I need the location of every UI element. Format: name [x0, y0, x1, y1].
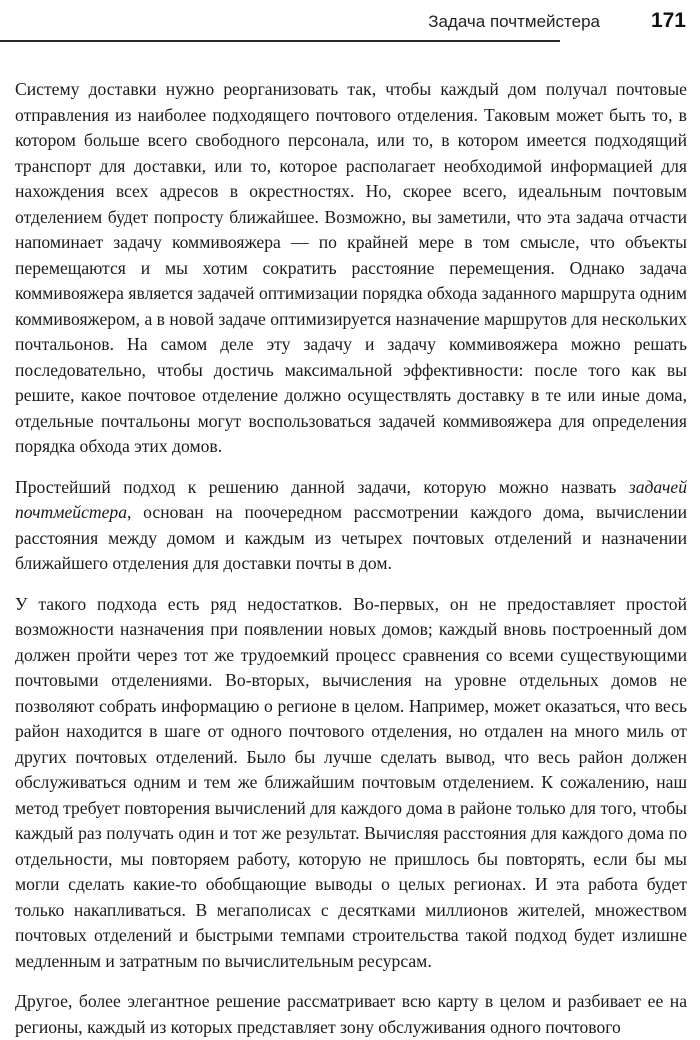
term-postmaster-problem: задачей почтмейстера	[15, 476, 687, 522]
paragraph-3: У такого подхода есть ряд недостатков. Во-первых, он не предоставляет простой возможности назначения при появлении новых домов; каждый вновь построенный дом должен пройти через тот же трудоемкий процесс сравнения со всеми существующими почтовыми отделениями. Во-вторых, вычисления на уровне отдельных домов не позволяют собрать информацию о регионе в целом. Например, может оказаться, что весь район находится в шаге от одного почтового отделения, но отдален на много миль от других почтовых отделений. Было бы лучше сделать вывод, что весь район должен обслуживаться одним и тем же ближайшим почтовым отделением. К сожалению, наш метод требует повторения вычислений для каждого дома в районе только для того, чтобы каждый раз получать один и тот же результат. Вычисляя расстояния для каждого дома по отдельности, мы повторяем работу, которую не пришлось бы повторять, если бы мы могли сделать какие-то обобщающие выводы о целых регионах. И эта работа будет только накапливаться. В мегаполисах с десятками миллионов жителей, множеством почтовых отделений и быстрыми темпами строительства такой подход будет излишне медленным и затратным по вычислительным ресурсам.	[15, 593, 687, 971]
running-title: Задача почтмейстера	[428, 12, 600, 31]
paragraph-4: Другое, более элегантное решение рассматривает всю карту в целом и разбивает ее на регионы, каждый из которых представляет зону обслуживания одного почтового	[15, 991, 687, 1037]
header-rule	[0, 40, 560, 42]
paragraph-2	[15, 475, 687, 577]
paragraph-2-end: , основан на поочередном рассмотрении каждого дома, вычислении расстояния между домом и каждым из четырех почтовых отделений и назначении ближайшего отделения для доставки почты в дом.	[15, 502, 687, 573]
paragraph-2-start: Простейший подход к решению данной задачи, которую можно назвать	[15, 476, 629, 497]
body-text	[15, 77, 687, 1040]
page-number: 171	[650, 9, 686, 32]
paragraph-1: Систему доставки нужно реорганизовать так, чтобы каждый дом получал почтовые отправления из наиболее подходящего почтового отделения. Таковым может быть то, в котором больше всего свободного персонала, или то, в котором имеется подходящий транспорт для доставки, или то, которое располагает необходимой информацией для нахождения всех адресов в окрестностях. Но, скорее всего, идеальным почтовым отделением будет попросту ближайшее. Возможно, вы заметили, что эта задача отчасти напоминает задачу коммивояжера — по крайней мере в том смысле, что объекты перемещаются и мы хотим сократить расстояние перемещения. Однако задача коммивояжера является задачей оптимизации порядка обхода заданного маршрута одним коммивояжером, а в новой задаче оптимизируется назначение маршрутов для нескольких почтальонов. На самом деле эту задачу и задачу коммивояжера можно решать последовательно, чтобы достичь максимальной эффективности: после того как вы решите, какое почтовое отделение должно осуществлять доставку в те или иные дома, отдельные почтальоны могут воспользоваться задачей коммивояжера для определения порядка обхода этих домов.	[15, 79, 687, 456]
running-head	[0, 0, 700, 44]
